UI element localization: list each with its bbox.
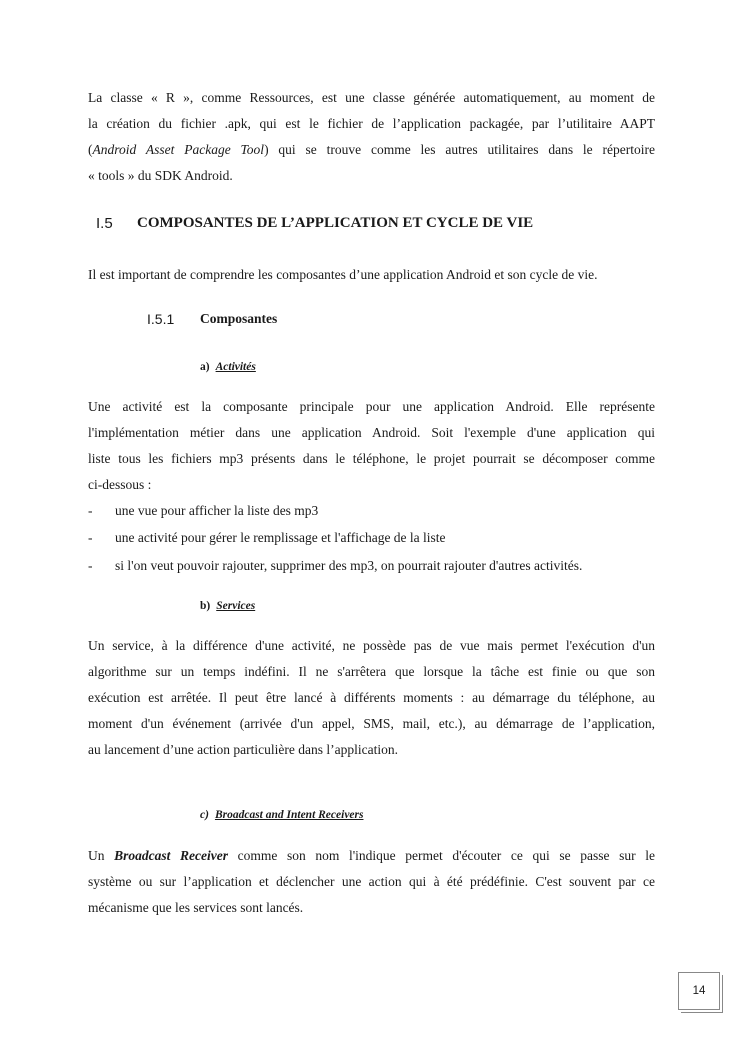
- broadcast-line: [88, 843, 655, 869]
- marker-b: b): [200, 600, 211, 612]
- activites-line: ci-dessous :: [88, 477, 152, 492]
- heading-activites: [200, 361, 256, 373]
- bullet-dash: -: [88, 558, 93, 573]
- broadcast-paragraph: [88, 843, 655, 921]
- list-item-text: une vue pour afficher la liste des mp3: [115, 503, 319, 518]
- section-title: COMPOSANTES DE L’APPLICATION ET CYCLE DE VIE: [137, 215, 534, 231]
- label-services: Services: [216, 600, 256, 612]
- bullet-dash: -: [88, 530, 93, 545]
- intro-line: « tools » du SDK Android.: [88, 168, 233, 183]
- heading-broadcast: [200, 809, 363, 821]
- intro-line3-post: ) qui se trouve comme les autres utilitaires dans le répertoire: [264, 142, 655, 157]
- page-number-box: [678, 972, 720, 1010]
- services-paragraph: [88, 633, 655, 763]
- list-item-text: si l'on veut pouvoir rajouter, supprimer des mp3, on pourrait rajouter d'autres activités.: [115, 558, 583, 573]
- intro-paragraph: [88, 85, 655, 189]
- subsection-title: Composantes: [200, 311, 278, 326]
- bullet-dash: -: [88, 503, 93, 518]
- label-activites: Activités: [215, 361, 256, 373]
- list-item-text: une activité pour gérer le remplissage et l'affichage de la liste: [115, 530, 446, 545]
- page-number: 14: [692, 985, 706, 997]
- label-broadcast: Broadcast and Intent Receivers: [214, 809, 364, 821]
- activites-paragraph: [88, 394, 655, 498]
- intro-line: La classe « R », comme Ressources, est une classe générée automatiquement, au moment de: [88, 90, 655, 105]
- subsection-number: I.5.1: [147, 311, 175, 327]
- activites-line: l'implémentation métier dans une application Android. Soit l'exemple d'une application qui: [88, 425, 655, 440]
- intro-line: [88, 137, 655, 163]
- broadcast-line: mécanisme que les services sont lancés.: [88, 900, 304, 915]
- section-intro: [88, 262, 655, 288]
- heading-services: [200, 600, 255, 612]
- marker-a: a): [200, 361, 210, 373]
- broadcast-line1-post: comme son nom l'indique permet d'écouter ce qui se passe sur le: [227, 848, 655, 863]
- broadcast-line1-pre: Un: [88, 848, 115, 863]
- intro-line: la création du fichier .apk, qui est le fichier de l’application packagée, par l’utilitaire AAPT: [88, 116, 655, 131]
- services-line: moment d'un événement (arrivée d'un appel, SMS, mail, etc.), au démarrage de l’application,: [88, 716, 655, 731]
- services-line: exécution est arrêtée. Il peut être lancé à différents moments : au démarrage du téléphone, au: [88, 690, 655, 705]
- section-number: I.5: [96, 215, 113, 232]
- services-line: Un service, à la différence d'une activité, ne possède pas de vue mais permet l'exécution d'un: [88, 638, 655, 653]
- activites-line: liste tous les fichiers mp3 présents dans le téléphone, le projet pourrait se décomposer comme: [88, 451, 655, 466]
- services-line: algorithme sur un temps indéfini. Il ne s'arrêtera que lorsque la tâche est finie ou que son: [88, 664, 655, 679]
- services-line: au lancement d’une action particulière dans l’application.: [88, 742, 398, 757]
- intro-line3-pre: (: [88, 142, 93, 157]
- section-intro-line: Il est important de comprendre les composantes d’une application Android et son cycle de vie.: [88, 267, 598, 282]
- marker-c: c): [200, 809, 209, 821]
- broadcast-line: système ou sur l’application et déclencher une action qui à été prédéfinie. C'est souvent par ce: [88, 874, 655, 889]
- aapt-expansion: Android Asset Package Tool: [92, 142, 265, 157]
- activites-line: Une activité est la composante principale pour une application Android. Elle représente: [88, 399, 655, 414]
- broadcast-receiver-term: Broadcast Receiver: [114, 848, 228, 863]
